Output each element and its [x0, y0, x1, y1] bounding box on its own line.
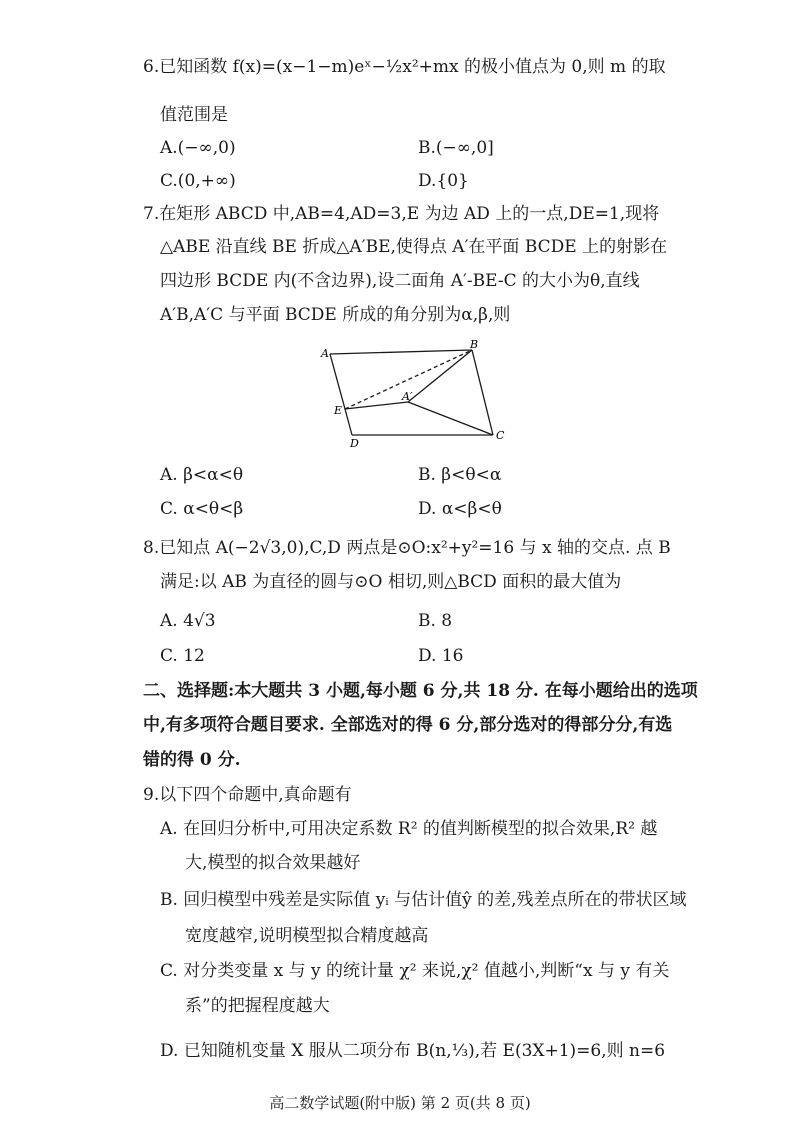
q9-stem: 9.以下四个命题中,真命题有 — [143, 785, 352, 805]
q7-stem-line2: △ABE 沿直线 BE 折成△A′BE,使得点 A′在平面 BCDE 上的射影在 — [160, 237, 668, 257]
q8-option-d: D. 16 — [418, 646, 464, 666]
q7-stem-line3: 四边形 BCDE 内(不含边界),设二面角 A′-BE-C 的大小为θ,直线 — [160, 271, 640, 291]
q6-option-c: C.(0,+∞) — [160, 171, 236, 191]
edge-ab — [330, 350, 472, 354]
q7-option-a: A. β<α<θ — [160, 465, 244, 485]
label-a-prime: A′ — [402, 390, 413, 403]
edge-a1c — [408, 402, 493, 435]
page-footer: 高二数学试题(附中版) 第 2 页(共 8 页) — [269, 1094, 531, 1112]
q7-option-d: D. α<β<θ — [418, 499, 502, 519]
edge-ae — [330, 354, 345, 409]
q9-option-a-line2: 大,模型的拟合效果越好 — [185, 853, 361, 873]
label-c: C — [496, 429, 505, 442]
label-d: D — [350, 437, 359, 450]
q7-stem-line4: A′B,A′C 与平面 BCDE 所成的角分别为α,β,则 — [160, 305, 511, 325]
q9-option-a-line1: A. 在回归分析中,可用决定系数 R² 的值判断模型的拟合效果,R² 越 — [160, 819, 658, 839]
q8-option-a: A. 4√3 — [160, 611, 216, 631]
q7-option-b: B. β<θ<α — [418, 465, 502, 485]
edge-ea1 — [345, 402, 408, 409]
q9-option-c-line2: 系”的把握程度越大 — [185, 996, 330, 1016]
edge-bc — [472, 350, 493, 435]
q9-option-b-line2: 宽度越窄,说明模型拟合精度越高 — [185, 926, 429, 946]
q9-option-b-line1: B. 回归模型中残差是实际值 yᵢ 与估计值ŷ 的差,残差点所在的带状区域 — [160, 890, 687, 910]
label-a: A — [321, 347, 329, 360]
q7-figure — [310, 340, 530, 450]
q8-option-c: C. 12 — [160, 646, 205, 666]
section2-heading-line2: 中,有多项符合题目要求. 全部选对的得 6 分,部分选对的得部分分,有选 — [143, 715, 673, 735]
label-e: E — [334, 404, 343, 417]
q8-stem-line2: 满足:以 AB 为直径的圆与⊙O 相切,则△BCD 面积的最大值为 — [160, 572, 622, 592]
q6-option-a: A.(−∞,0) — [160, 138, 236, 158]
q6-stem-line2: 值范围是 — [160, 105, 228, 125]
q7-option-c: C. α<θ<β — [160, 499, 244, 519]
section2-heading-line3: 错的得 0 分. — [143, 750, 241, 770]
edge-a1b — [408, 350, 472, 402]
q7-stem-line1: 7.在矩形 ABCD 中,AB=4,AD=3,E 为边 AD 上的一点,DE=1,现将 — [143, 204, 660, 224]
q6-option-b: B.(−∞,0] — [418, 138, 494, 158]
edge-ed — [345, 409, 352, 435]
q9-option-d-line1: D. 已知随机变量 X 服从二项分布 B(n,⅓),若 E(3X+1)=6,则 n=6 — [160, 1041, 666, 1061]
q8-option-b: B. 8 — [418, 611, 453, 631]
q6-option-d: D.{0} — [418, 171, 469, 191]
q8-stem-line1: 8.已知点 A(−2√3,0),C,D 两点是⊙O:x²+y²=16 与 x 轴的交点. 点 B — [143, 538, 671, 558]
q9-option-c-line1: C. 对分类变量 x 与 y 的统计量 χ² 来说,χ² 值越小,判断“x 与 y 有关 — [160, 961, 670, 981]
section2-heading-line1: 二、选择题:本大题共 3 小题,每小题 6 分,共 18 分. 在每小题给出的选项 — [143, 681, 698, 701]
label-b: B — [470, 340, 479, 351]
q6-stem-line1: 6.已知函数 f(x)=(x−1−m)eˣ−½x²+mx 的极小值点为 0,则 m 的取 — [143, 57, 666, 77]
